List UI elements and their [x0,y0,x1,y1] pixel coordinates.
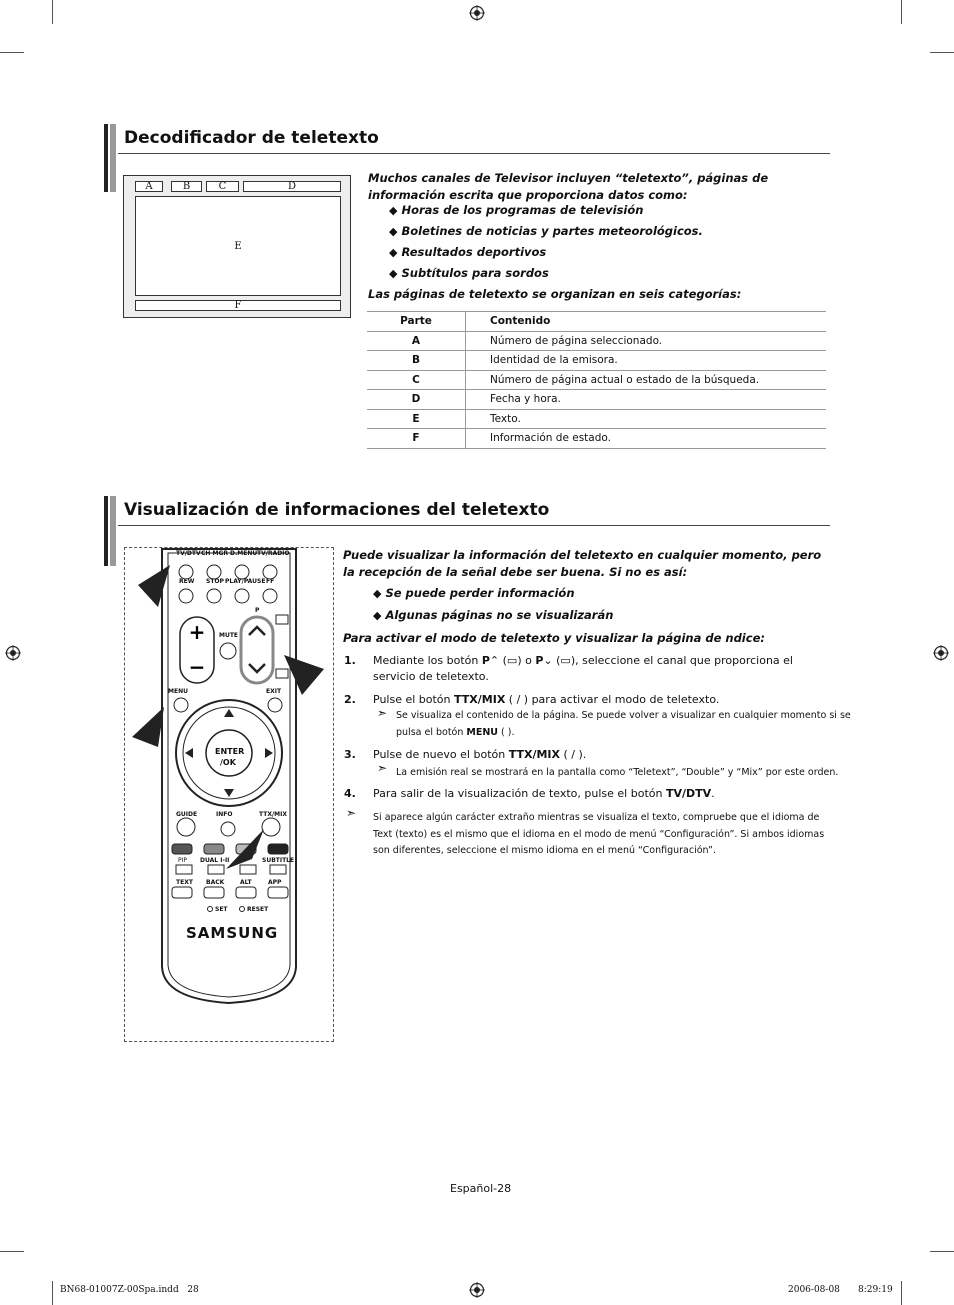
final-note: Si aparece algún carácter extraño mientras se visualiza el texto, compruebe que el idioma de Text (texto) es el mismo que el idioma en el modo de menú “Configuración”. Si ambos idiomas son diferentes, seleccione el mismo idioma en el menú “Configuración”. [373,812,825,856]
crop-mark [0,1251,24,1252]
remote-label: EXIT [266,688,282,695]
section-title: Visualización de informaciones del teletexto [124,500,550,520]
note-text: La emisión real se mostrará en la pantalla como “Teletext”, “Double” y “Mix” por este orden. [396,767,839,778]
remote-label: ALT [240,879,252,886]
remote-label: MUTE [219,632,239,639]
crop-mark [930,52,954,53]
categories-intro: Las páginas de teletexto se organizan en seis categorías: [368,287,742,301]
page-number: Español-28 [450,1182,512,1195]
step-text: Pulse de nuevo el botón TTX/MIX ( / ). [373,748,587,761]
remote-label: /OK [220,758,236,767]
channel-up-icon: ▭ [506,654,518,667]
diamond-bullet-icon: ◆ [389,225,398,238]
crop-mark [0,52,24,53]
remote-label: TEXT [176,879,193,886]
note-arrow-icon: ➣ [377,761,388,775]
teletext-parts-table [367,311,826,449]
chevron-down-icon: ⌄ [543,654,553,667]
section-divider [118,153,830,154]
bullet-item: ◆ Subtítulos para sordos [389,266,549,280]
remote-label: MENU [168,688,188,695]
teletext-part-b: B [171,181,202,192]
section-marker [104,124,108,192]
bullet-item: ◆ Algunas páginas no se visualizarán [373,608,614,622]
table-row: F Información de estado. [367,429,826,449]
table-header-row: Parte Contenido [367,312,826,332]
teletext-part-f: F [135,300,341,311]
remote-label: RESET [247,906,269,913]
step-text: Para salir de la visualización de texto, pulse el botón TV/DTV. [373,787,715,800]
remote-label: TTX/MIX [259,811,287,818]
teletext-part-e-label: E [234,241,242,252]
step-text: Pulse el botón TTX/MIX ( / ) para activar el modo de teletexto. [373,693,720,706]
remote-label: PLAY/PAUSE [225,578,266,585]
remote-label: DUAL I-II [200,857,230,864]
channel-down-icon: ▭ [560,654,571,667]
remote-label: STOP [206,578,224,585]
crop-mark [901,1281,902,1305]
crop-mark [52,0,53,24]
diamond-bullet-icon: ◆ [389,204,398,217]
remote-label: BACK [206,879,225,886]
teletext-part-c: C [206,181,239,192]
chevron-up-icon: ⌃ [489,654,500,667]
remote-label: GUIDE [176,811,198,818]
section-marker [104,496,108,566]
remote-label: PIP [178,857,188,864]
diamond-bullet-icon: ◆ [389,267,398,280]
remote-label: INFO [216,811,233,818]
teletext-part-a: A [135,181,163,192]
intro-text: Muchos canales de Televisor incluyen “teletexto”, páginas de información escrita que proporciona datos como: [368,171,769,202]
remote-label: SUBTITLE [262,857,295,864]
table-row: C Número de página actual o estado de la búsqueda. [367,370,826,390]
note-arrow-icon: ➣ [377,706,388,720]
section-marker [110,124,116,192]
print-time: 8:29:19 [858,1285,893,1295]
samsung-logo: SAMSUNG [186,924,279,942]
bullet-item: ◆ Boletines de noticias y partes meteorológicos. [389,224,703,238]
registration-mark-icon [469,1282,485,1298]
note-text: pulsa el botón MENU ( ). [396,727,515,738]
crop-mark [930,1251,954,1252]
remote-label: APP [268,879,282,886]
table-row: E Texto. [367,409,826,429]
activate-intro: Para activar el modo de teletexto y visualizar la página de ndice: [343,631,765,645]
table-row: B Identidad de la emisora. [367,351,826,371]
section-divider [118,525,830,526]
remote-label: TV/RADIO [257,550,290,557]
remote-label: FF [266,578,275,585]
note-text: Se visualiza el contenido de la página. Se puede volver a visualizar en cualquier momento si se [396,710,851,721]
diamond-bullet-icon: ◆ [389,246,398,259]
bullet-item: ◆ Resultados deportivos [389,245,547,259]
teletext-part-e [135,196,341,296]
bullet-item: ◆ Se puede perder información [373,586,575,600]
table-row: A Número de página seleccionado. [367,331,826,351]
file-name: BN68-01007Z-00Spa.indd 28 [60,1285,199,1295]
remote-label: D.MENU [230,550,258,557]
remote-label: P [255,607,260,614]
registration-mark-icon [5,645,21,661]
remote-control-illustration [124,547,334,1042]
teletext-screen-diagram [123,175,351,318]
step-text: Mediante los botón P⌃ (▭) o P⌄ (▭), seleccione el canal que proporciona el servicio de teletexto. [373,654,793,683]
bullet-item: ◆ Horas de los programas de televisión [389,203,644,217]
remote-label: SET [215,906,228,913]
diamond-bullet-icon: ◆ [373,587,382,600]
remote-label: ENTER [215,747,245,756]
diamond-bullet-icon: ◆ [373,609,382,622]
table-row: D Fecha y hora. [367,390,826,410]
teletext-part-d: D [243,181,341,192]
crop-mark [901,0,902,24]
svg-text:+: + [188,620,206,644]
step-number: 2. [344,693,356,706]
registration-mark-icon [469,5,485,21]
svg-text:−: − [188,655,206,679]
print-date: 2006-08-08 [788,1285,840,1295]
note-arrow-icon: ➣ [346,806,357,820]
step-number: 3. [344,748,356,761]
crop-mark [52,1281,53,1305]
registration-mark-icon [933,645,949,661]
remote-label: TV/DTV [176,550,201,557]
section-title: Decodificador de teletexto [124,128,379,148]
intro-text: Puede visualizar la información del teletexto en cualquier momento, pero la recepción de la señal debe ser buena. Si no es así: [343,548,822,579]
section-marker [110,496,116,566]
step-number: 1. [344,654,356,667]
remote-label: CH MGR [201,550,229,557]
step-number: 4. [344,787,356,800]
remote-label: REW [179,578,195,585]
